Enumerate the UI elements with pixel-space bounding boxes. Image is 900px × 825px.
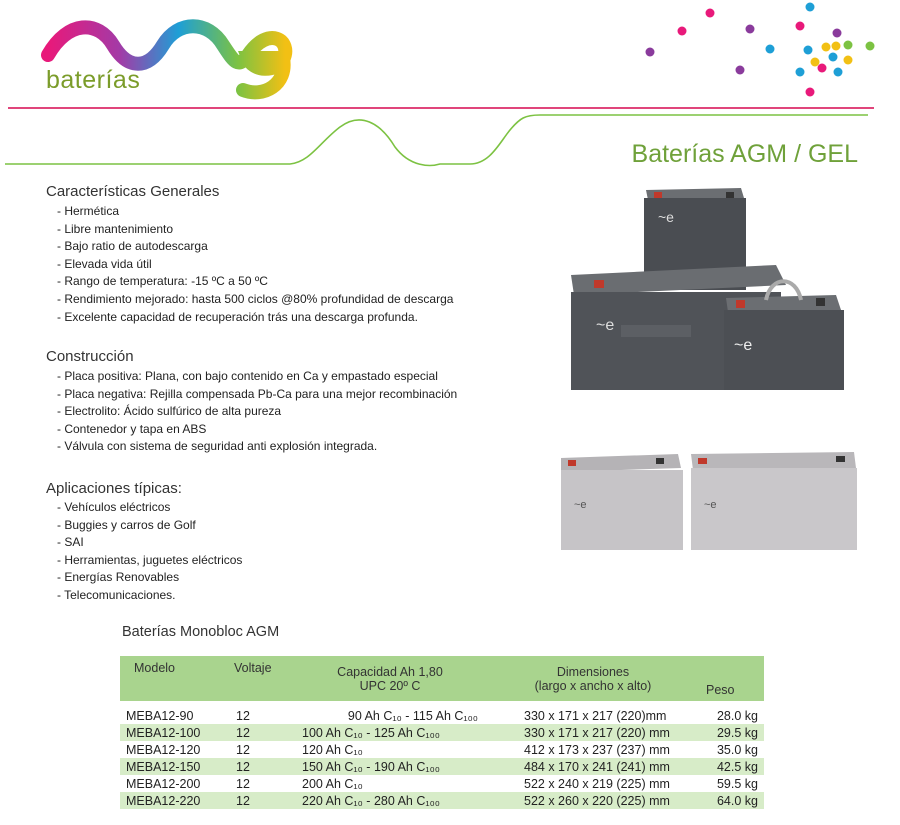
col-capacidad (296, 656, 484, 701)
list-item: - Rango de temperatura: -15 ºC a 50 ºC (57, 274, 268, 289)
list-aplicaciones (57, 499, 242, 605)
list-item: - Vehículos eléctricos (57, 500, 171, 514)
cell-peso: 42.5 kg (702, 758, 764, 775)
header-divider (8, 107, 874, 109)
cell-capacidad: 120 Ah C₁₀ (296, 741, 484, 758)
svg-text:~e: ~e (574, 499, 587, 511)
list-item: - Libre mantenimiento (57, 221, 174, 236)
table-row (120, 724, 764, 741)
spec-table (120, 656, 764, 809)
cell-dimensiones: 330 x 171 x 217 (220) mm (484, 724, 702, 741)
cell-peso: 29.5 kg (702, 724, 764, 741)
table-row (120, 741, 764, 758)
cell-peso: 59.5 kg (702, 775, 764, 792)
col-capacidad-line1: Capacidad Ah 1,80 (337, 664, 443, 679)
section-title-aplicaciones: Aplicaciones típicas: (46, 480, 182, 497)
cell-voltaje: 12 (230, 775, 296, 792)
cell-peso: 35.0 kg (702, 741, 764, 758)
list-item: - SAI (57, 535, 84, 550)
cell-voltaje: 12 (230, 792, 296, 809)
cell-modelo: MEBA12-200 (120, 775, 230, 792)
list-item: - Placa negativa: Rejilla compensada Pb-Ca para una mejor recombinación (57, 386, 458, 401)
cell-voltaje: 12 (230, 724, 296, 741)
cell-voltaje: 12 (230, 741, 296, 758)
list-item: - Excelente capacidad de recuperación trás una descarga profunda. (57, 309, 418, 324)
list-item: - Telecomunicaciones. (57, 587, 176, 602)
brand-name: baterías (46, 66, 141, 94)
list-item: - Energías Renovables (57, 570, 180, 585)
list-construccion (57, 368, 457, 456)
cell-modelo: MEBA12-90 (120, 707, 230, 724)
table-row (120, 775, 764, 792)
cell-dimensiones: 484 x 170 x 241 (241) mm (484, 758, 702, 775)
list-item: - Elevada vida útil (57, 256, 152, 271)
battery-photo-gel (556, 450, 861, 555)
cell-modelo: MEBA12-220 (120, 792, 230, 809)
cell-modelo: MEBA12-100 (120, 724, 230, 741)
list-caracteristicas (57, 203, 453, 326)
col-peso: Peso (702, 656, 764, 701)
svg-text:~e: ~e (704, 499, 717, 511)
cell-dimensiones: 412 x 173 x 237 (237) mm (484, 741, 702, 758)
table-row (120, 792, 764, 809)
col-modelo: Modelo (120, 656, 230, 701)
section-title-construccion: Construcción (46, 348, 134, 365)
cell-capacidad: 220 Ah C₁₀ - 280 Ah C₁₀₀ (296, 792, 484, 809)
col-voltaje: Voltaje (230, 656, 296, 701)
col-dimensiones-line2: (largo x ancho x alto) (534, 678, 652, 693)
cell-peso: 64.0 kg (702, 792, 764, 809)
table-row (120, 758, 764, 775)
cell-modelo: MEBA12-150 (120, 758, 230, 775)
list-item: - Válvula con sistema de seguridad anti explosión integrada. (57, 439, 378, 454)
decorative-dots (640, 0, 900, 105)
list-item: - Bajo ratio de autodescarga (57, 239, 208, 254)
list-item: - Electrolito: Ácido sulfúrico de alta pureza (57, 404, 282, 419)
svg-text:~e: ~e (734, 337, 753, 354)
list-item: - Buggies y carros de Golf (57, 517, 196, 532)
cell-capacidad: 200 Ah C₁₀ (296, 775, 484, 792)
list-item: - Contenedor y tapa en ABS (57, 421, 207, 436)
cell-dimensiones: 522 x 240 x 219 (225) mm (484, 775, 702, 792)
list-item: - Rendimiento mejorado: hasta 500 ciclos @80% profundidad de descarga (57, 291, 454, 306)
cell-modelo: MEBA12-120 (120, 741, 230, 758)
table-row (120, 707, 764, 724)
cell-capacidad: 90 Ah C₁₀ - 115 Ah C₁₀₀ (296, 707, 484, 724)
cell-dimensiones: 330 x 171 x 217 (220)mm (484, 707, 702, 724)
cell-voltaje: 12 (230, 758, 296, 775)
list-item: - Herramientas, juguetes eléctricos (57, 552, 243, 567)
table-header-row (120, 656, 764, 701)
battery-photo-agm (566, 180, 866, 390)
cell-capacidad: 100 Ah C₁₀ - 125 Ah C₁₀₀ (296, 724, 484, 741)
svg-text:~e: ~e (596, 317, 615, 334)
col-capacidad-line2: UPC 20º C (359, 678, 421, 693)
cell-voltaje: 12 (230, 707, 296, 724)
svg-text:~e: ~e (658, 209, 674, 225)
cell-capacidad: 150 Ah C₁₀ - 190 Ah C₁₀₀ (296, 758, 484, 775)
table-title: Baterías Monobloc AGM (122, 624, 280, 640)
section-title-caracteristicas: Características Generales (46, 183, 220, 200)
list-item: - Placa positiva: Plana, con bajo contenido en Ca y empastado especial (57, 369, 438, 383)
cell-peso: 28.0 kg (702, 707, 764, 724)
col-dimensiones (484, 656, 702, 701)
col-dimensiones-line1: Dimensiones (556, 664, 630, 679)
list-item: - Hermética (57, 204, 120, 218)
cell-dimensiones: 522 x 260 x 220 (225) mm (484, 792, 702, 809)
page-title: Baterías AGM / GEL (631, 140, 858, 168)
